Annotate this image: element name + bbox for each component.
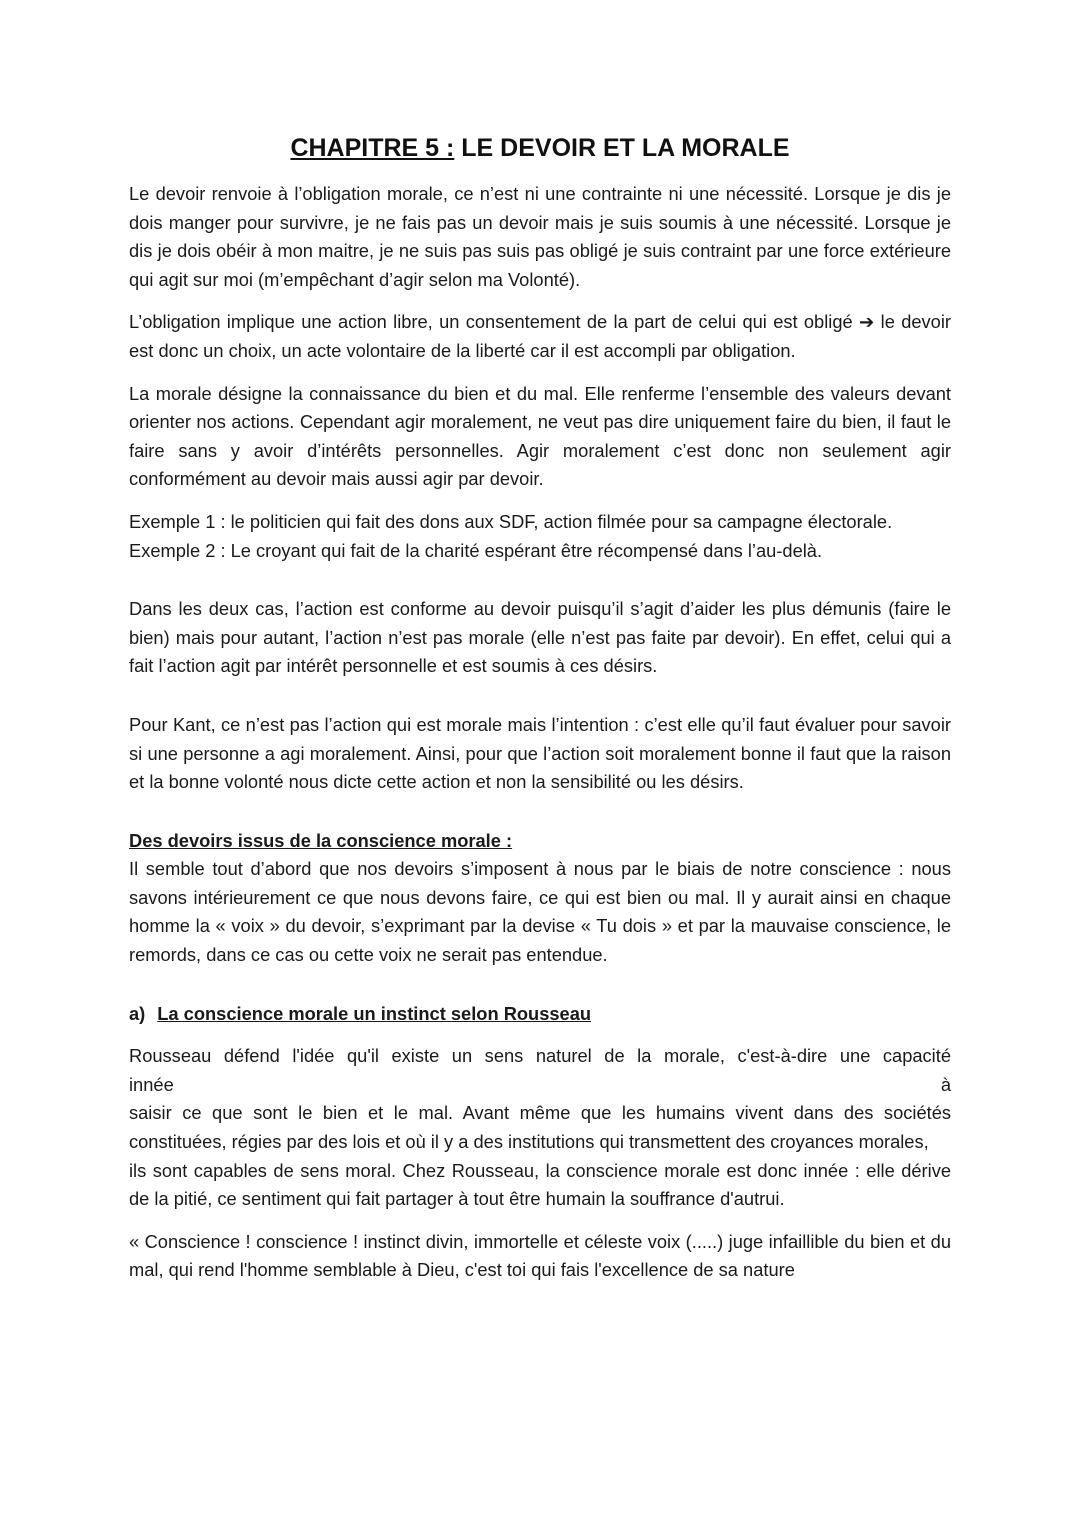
paragraph-rousseau-body: saisir ce que sont le bien et le mal. Avant même que les humains vivent dans des sociétés constituées, régies par des lois et où il y a des institutions qui transmettent des croyances morales, (129, 1102, 951, 1153)
title-rest: LE DEVOIR ET LA MORALE (454, 134, 790, 162)
quote-rousseau: « Conscience ! conscience ! instinct divin, immortelle et céleste voix (.....) juge infaillible du bien et du mal, qui rend l'homme semblable à Dieu, c'est toi qui fais l'excellence de sa nature (129, 1230, 951, 1281)
section-heading-conscience: Des devoirs issus de la conscience morale : (129, 829, 513, 851)
paragraph-conscience: Il semble tout d’abord que nos devoirs s’imposent à nous par le biais de notre conscience : nous savons intérieurement ce que nous devons faire, ce qui est bien ou mal. Il y aurait ainsi en chaque homme la « voix » du devoir, s’exprimant par la devise « Tu dois » et par la mauvaise conscience, le remords, dans ce cas ou cette voix ne serait pas entendue. (129, 858, 951, 966)
paragraph-rousseau-end: ils sont capables de sens moral. Chez Rousseau, la conscience morale est donc innée : elle dérive de la pitié, ce sentiment qui fait partager à tout être humain la souffrance d'autrui. (129, 1159, 951, 1210)
subsection-title: La conscience morale un instinct selon Rousseau (157, 1002, 592, 1024)
subsection-heading-rousseau (129, 1000, 951, 1029)
paragraph-obligation-part1: L’obligation implique une action libre, un consentement de la part de celui qui est obligé (129, 311, 860, 333)
paragraph-obligation (129, 308, 951, 365)
document-page (129, 130, 951, 1285)
right-arrow-icon: ➔ (859, 311, 875, 333)
example-1: Exemple 1 : le politicien qui fait des dons aux SDF, action filmée pour sa campagne électorale. (129, 510, 893, 532)
subsection-letter: a) (129, 1002, 146, 1024)
paragraph-kant: Pour Kant, ce n’est pas l’action qui est morale mais l’intention : c’est elle qu’il faut évaluer pour savoir si une personne a agi moralement. Ainsi, pour que l’action soit moralement bonne il faut que la raison et la bonne volonté nous dicte cette action et non la sensibilité ou les désirs. (129, 713, 951, 793)
paragraph-obligation-part2: le devoir est donc un choix, un acte volontaire de la liberté car il est accompli par obligation. (129, 311, 952, 361)
example-2: Exemple 2 : Le croyant qui fait de la charité espérant être récompensé dans l’au-delà. (129, 539, 823, 561)
title-prefix: CHAPITRE 5 : (290, 134, 455, 162)
paragraph-rousseau-line2: innée à (129, 1073, 951, 1095)
paragraph-conformity: Dans les deux cas, l’action est conforme au devoir puisqu’il s’agit d’aider les plus démunis (faire le bien) mais pour autant, l’action n’est pas morale (elle n’est pas faite par devoir). En effet, celui qui a fait l’action agit par intérêt personnelle et est soumis à ces désirs. (129, 598, 951, 677)
paragraph-morale-definition: La morale désigne la connaissance du bien et du mal. Elle renferme l’ensemble des valeurs devant orienter nos actions. Cependant agir moralement, ne veut pas dire uniquement faire du bien, il faut le faire sans y avoir d’intérêts personnelles. Agir moralement c’est donc non seulement agir conformément au devoir mais aussi agir par devoir. (129, 382, 951, 490)
paragraph-devoir-definition: Le devoir renvoie à l’obligation morale, ce n’est ni une contrainte ni une nécessité. Lorsque je dis je dois manger pour survivre, je ne fais pas un devoir mais je suis soumis à une nécessité. Lorsque je dis je dois obéir à mon maitre, je ne suis pas suis pas obligé je suis contraint par une force extérieure qui agit sur moi (m’empêchant d’agir selon ma Volonté). (129, 183, 951, 290)
paragraph-rousseau-line1: Rousseau défend l'idée qu'il existe un sens naturel de la morale, c'est-à-dire une capacité (129, 1045, 951, 1067)
page-title (129, 130, 951, 166)
